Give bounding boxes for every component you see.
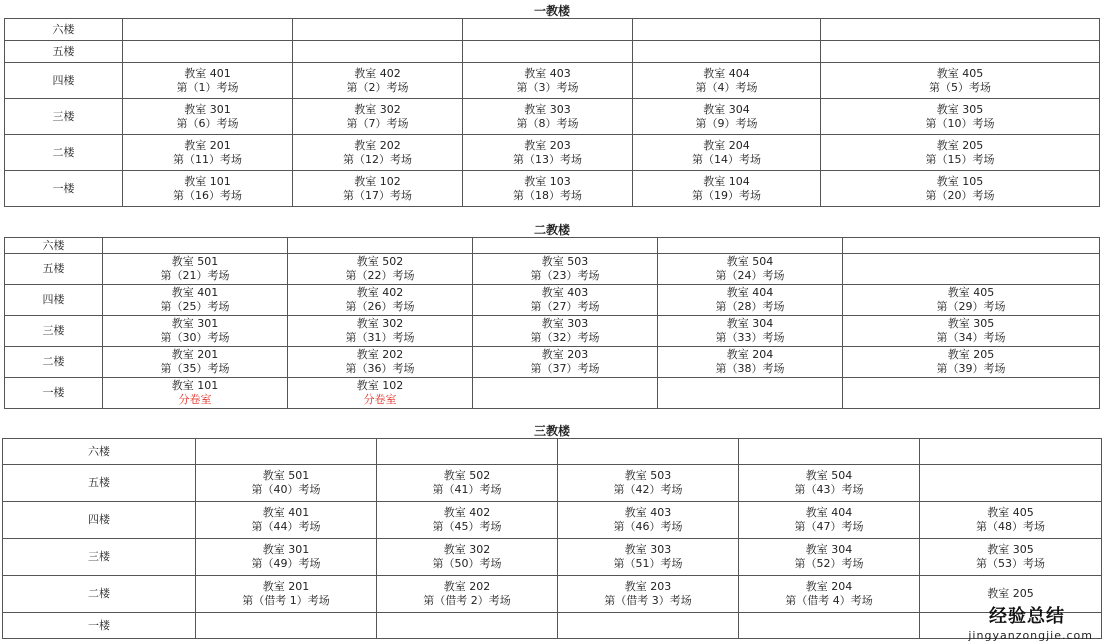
room-number: 教室 204 bbox=[805, 580, 853, 593]
classroom-cell bbox=[739, 613, 920, 639]
classroom-cell bbox=[473, 238, 658, 254]
room-number: 教室 503 bbox=[624, 469, 672, 482]
floor-label: 二楼 bbox=[5, 347, 103, 378]
classroom-cell bbox=[843, 316, 1100, 347]
building-table bbox=[2, 438, 1102, 639]
floor-row bbox=[5, 135, 1100, 171]
exam-room-label: 第（47）考场 bbox=[794, 520, 864, 533]
room-number: 教室 302 bbox=[354, 102, 401, 116]
room-number: 教室 401 bbox=[171, 286, 219, 299]
classroom-cell bbox=[293, 19, 463, 41]
floor-row bbox=[3, 465, 1102, 502]
classroom-cell bbox=[377, 613, 558, 639]
exam-room-label: 第（23）考场 bbox=[530, 269, 600, 282]
floor-row bbox=[5, 347, 1100, 378]
exam-room-label: 第（20）考场 bbox=[925, 188, 995, 202]
classroom-cell bbox=[123, 135, 293, 171]
room-number: 教室 402 bbox=[354, 66, 401, 80]
room-number: 教室 205 bbox=[947, 348, 995, 361]
room-number: 教室 402 bbox=[443, 506, 491, 519]
classroom-cell bbox=[658, 347, 843, 378]
room-number: 教室 101 bbox=[171, 379, 219, 392]
classroom-cell bbox=[633, 19, 821, 41]
floor-label: 一楼 bbox=[5, 171, 123, 207]
exam-room-label: 第（29）考场 bbox=[936, 300, 1006, 313]
exam-room-label: 第（52）考场 bbox=[794, 557, 864, 570]
classroom-cell bbox=[123, 99, 293, 135]
exam-room-label: 第（32）考场 bbox=[530, 331, 600, 344]
exam-room-label: 第（46）考场 bbox=[613, 520, 683, 533]
floor-label: 四楼 bbox=[5, 285, 103, 316]
classroom-cell bbox=[473, 316, 658, 347]
exam-room-label: 第（40）考场 bbox=[251, 483, 321, 496]
classroom-cell bbox=[739, 465, 920, 502]
room-number: 教室 403 bbox=[524, 66, 571, 80]
exam-room-label: 第（50）考场 bbox=[432, 557, 502, 570]
room-number: 教室 203 bbox=[624, 580, 672, 593]
room-number: 教室 102 bbox=[354, 174, 401, 188]
floor-label: 五楼 bbox=[5, 41, 123, 63]
exam-room-label: 第（12）考场 bbox=[343, 152, 412, 166]
floor-label: 三楼 bbox=[3, 539, 196, 576]
floor-row bbox=[5, 316, 1100, 347]
classroom-cell bbox=[843, 285, 1100, 316]
room-number: 教室 301 bbox=[262, 543, 310, 556]
exam-room-label: 第（10）考场 bbox=[925, 116, 995, 130]
classroom-cell bbox=[103, 254, 288, 285]
exam-room-label: 第（借考 2）考场 bbox=[423, 594, 511, 607]
exam-room-label: 第（9）考场 bbox=[695, 116, 758, 130]
classroom-cell bbox=[633, 99, 821, 135]
classroom-cell bbox=[377, 539, 558, 576]
watermark-logo: 经验总结 bbox=[989, 606, 1065, 627]
exam-room-label: 第（7）考场 bbox=[346, 116, 409, 130]
classroom-cell bbox=[843, 378, 1100, 409]
building-title: 三教楼 bbox=[533, 424, 570, 438]
exam-room-label: 第（借考 1）考场 bbox=[242, 594, 330, 607]
classroom-cell bbox=[739, 439, 920, 465]
floor-label: 三楼 bbox=[5, 316, 103, 347]
exam-room-label: 第（3）考场 bbox=[516, 80, 579, 94]
room-number: 教室 404 bbox=[703, 66, 750, 80]
classroom-cell bbox=[377, 465, 558, 502]
classroom-cell bbox=[288, 254, 473, 285]
exam-room-label: 第（53）考场 bbox=[976, 557, 1045, 570]
room-number: 教室 501 bbox=[171, 255, 219, 268]
classroom-cell bbox=[821, 41, 1100, 63]
room-number: 教室 205 bbox=[987, 587, 1034, 600]
room-number: 教室 501 bbox=[262, 469, 310, 482]
exam-room-label: 第（48）考场 bbox=[976, 520, 1045, 533]
classroom-cell bbox=[558, 613, 739, 639]
classroom-cell bbox=[920, 465, 1102, 502]
room-number: 教室 303 bbox=[524, 102, 571, 116]
room-number: 教室 404 bbox=[726, 286, 774, 299]
room-number: 教室 305 bbox=[987, 543, 1034, 556]
floor-label: 一楼 bbox=[3, 613, 196, 639]
floor-label: 五楼 bbox=[3, 465, 196, 502]
classroom-cell bbox=[658, 285, 843, 316]
classroom-cell bbox=[821, 135, 1100, 171]
classroom-cell bbox=[821, 19, 1100, 41]
classroom-cell bbox=[288, 347, 473, 378]
classroom-cell bbox=[293, 135, 463, 171]
room-number: 教室 105 bbox=[936, 174, 984, 188]
paper-distribution-room: 分卷室 bbox=[363, 393, 397, 406]
exam-room-label: 第（27）考场 bbox=[530, 300, 600, 313]
classroom-cell bbox=[103, 285, 288, 316]
classroom-cell bbox=[843, 238, 1100, 254]
classroom-cell bbox=[739, 539, 920, 576]
classroom-cell bbox=[658, 378, 843, 409]
floor-row bbox=[3, 502, 1102, 539]
room-number: 教室 302 bbox=[356, 317, 404, 330]
classroom-cell bbox=[473, 285, 658, 316]
classroom-cell bbox=[377, 502, 558, 539]
classroom-cell bbox=[463, 171, 633, 207]
exam-room-label: 第（8）考场 bbox=[516, 116, 579, 130]
classroom-cell bbox=[739, 576, 920, 613]
classroom-cell bbox=[920, 439, 1102, 465]
classroom-cell bbox=[293, 41, 463, 63]
room-number: 教室 304 bbox=[703, 102, 750, 116]
exam-room-label: 第（30）考场 bbox=[160, 331, 230, 344]
exam-room-label: 第（13）考场 bbox=[513, 152, 582, 166]
classroom-cell bbox=[103, 238, 288, 254]
exam-room-label: 第（借考 4）考场 bbox=[785, 594, 873, 607]
floor-row bbox=[3, 576, 1102, 613]
classroom-cell bbox=[821, 63, 1100, 99]
floor-label: 一楼 bbox=[5, 378, 103, 409]
exam-room-label: 第（28）考场 bbox=[715, 300, 785, 313]
classroom-cell bbox=[288, 316, 473, 347]
classroom-cell bbox=[103, 378, 288, 409]
classroom-cell bbox=[633, 171, 821, 207]
classroom-cell bbox=[103, 316, 288, 347]
classroom-cell bbox=[920, 502, 1102, 539]
classroom-cell bbox=[123, 63, 293, 99]
floor-label: 四楼 bbox=[5, 63, 123, 99]
classroom-cell bbox=[633, 63, 821, 99]
classroom-cell bbox=[658, 254, 843, 285]
classroom-cell bbox=[473, 254, 658, 285]
exam-room-label: 第（4）考场 bbox=[695, 80, 758, 94]
classroom-cell bbox=[558, 502, 739, 539]
exam-room-label: 第（42）考场 bbox=[613, 483, 683, 496]
classroom-cell bbox=[558, 465, 739, 502]
room-number: 教室 202 bbox=[354, 138, 401, 152]
room-number: 教室 404 bbox=[805, 506, 853, 519]
classroom-cell bbox=[633, 135, 821, 171]
floor-row bbox=[3, 439, 1102, 465]
classroom-cell bbox=[920, 576, 1102, 613]
exam-room-label: 第（1）考场 bbox=[176, 80, 239, 94]
classroom-cell bbox=[463, 41, 633, 63]
room-number: 教室 201 bbox=[184, 138, 231, 152]
room-number: 教室 203 bbox=[541, 348, 589, 361]
room-number: 教室 302 bbox=[443, 543, 491, 556]
classroom-cell bbox=[821, 99, 1100, 135]
room-number: 教室 304 bbox=[805, 543, 853, 556]
room-number: 教室 405 bbox=[987, 506, 1034, 519]
classroom-cell bbox=[196, 502, 377, 539]
classroom-cell bbox=[473, 347, 658, 378]
exam-room-label: 第（35）考场 bbox=[160, 362, 230, 375]
classroom-cell bbox=[843, 347, 1100, 378]
room-number: 教室 202 bbox=[443, 580, 491, 593]
exam-room-label: 第（26）考场 bbox=[345, 300, 415, 313]
classroom-cell bbox=[196, 465, 377, 502]
classroom-cell bbox=[123, 41, 293, 63]
room-number: 教室 201 bbox=[262, 580, 310, 593]
room-number: 教室 401 bbox=[184, 66, 231, 80]
classroom-cell bbox=[463, 99, 633, 135]
exam-room-label: 第（18）考场 bbox=[513, 188, 582, 202]
room-number: 教室 204 bbox=[703, 138, 750, 152]
room-number: 教室 103 bbox=[524, 174, 571, 188]
room-number: 教室 102 bbox=[356, 379, 404, 392]
floor-label: 六楼 bbox=[5, 238, 103, 254]
classroom-cell bbox=[293, 171, 463, 207]
room-number: 教室 504 bbox=[726, 255, 774, 268]
room-number: 教室 403 bbox=[541, 286, 589, 299]
exam-room-label: 第（5）考场 bbox=[929, 80, 991, 94]
exam-room-label: 第（34）考场 bbox=[936, 331, 1006, 344]
classroom-cell bbox=[473, 378, 658, 409]
classroom-cell bbox=[463, 19, 633, 41]
classroom-cell bbox=[558, 576, 739, 613]
exam-room-label: 第（36）考场 bbox=[345, 362, 415, 375]
exam-room-label: 第（22）考场 bbox=[345, 269, 415, 282]
room-number: 教室 502 bbox=[443, 469, 491, 482]
exam-room-label: 第（14）考场 bbox=[692, 152, 761, 166]
paper-distribution-room: 分卷室 bbox=[178, 393, 212, 406]
exam-room-label: 第（2）考场 bbox=[346, 80, 409, 94]
floor-label: 二楼 bbox=[3, 576, 196, 613]
exam-room-label: 第（借考 3）考场 bbox=[604, 594, 692, 607]
room-number: 教室 305 bbox=[936, 102, 984, 116]
exam-room-label: 第（43）考场 bbox=[794, 483, 864, 496]
exam-room-label: 第（39）考场 bbox=[936, 362, 1006, 375]
room-number: 教室 303 bbox=[541, 317, 589, 330]
room-number: 教室 201 bbox=[171, 348, 219, 361]
room-number: 教室 401 bbox=[262, 506, 310, 519]
classroom-cell bbox=[920, 613, 1102, 639]
exam-room-label: 第（45）考场 bbox=[432, 520, 502, 533]
room-number: 教室 304 bbox=[726, 317, 774, 330]
exam-room-label: 第（19）考场 bbox=[692, 188, 761, 202]
exam-room-label: 第（17）考场 bbox=[343, 188, 412, 202]
exam-room-label: 第（44）考场 bbox=[251, 520, 321, 533]
room-number: 教室 203 bbox=[524, 138, 571, 152]
classroom-cell bbox=[920, 539, 1102, 576]
classroom-cell bbox=[658, 238, 843, 254]
room-number: 教室 303 bbox=[624, 543, 672, 556]
room-number: 教室 503 bbox=[541, 255, 589, 268]
building-title: 一教楼 bbox=[533, 4, 570, 18]
floor-row bbox=[5, 285, 1100, 316]
exam-room-label: 第（37）考场 bbox=[530, 362, 600, 375]
exam-room-label: 第（38）考场 bbox=[715, 362, 785, 375]
room-number: 教室 403 bbox=[624, 506, 672, 519]
exam-room-label: 第（41）考场 bbox=[432, 483, 502, 496]
floor-label: 二楼 bbox=[5, 135, 123, 171]
exam-room-label: 第（11）考场 bbox=[173, 152, 242, 166]
floor-label: 四楼 bbox=[3, 502, 196, 539]
classroom-cell bbox=[103, 347, 288, 378]
room-number: 教室 101 bbox=[184, 174, 231, 188]
room-number: 教室 305 bbox=[947, 317, 995, 330]
exam-room-label: 第（16）考场 bbox=[173, 188, 242, 202]
classroom-cell bbox=[843, 254, 1100, 285]
watermark-url: jingyanzongjie.com bbox=[968, 629, 1093, 642]
room-number: 教室 301 bbox=[171, 317, 219, 330]
classroom-cell bbox=[288, 285, 473, 316]
floor-row bbox=[5, 171, 1100, 207]
floor-label: 六楼 bbox=[5, 19, 123, 41]
classroom-cell bbox=[739, 502, 920, 539]
floor-row bbox=[5, 19, 1100, 41]
room-number: 教室 205 bbox=[936, 138, 984, 152]
room-number: 教室 301 bbox=[184, 102, 231, 116]
exam-room-label: 第（51）考场 bbox=[613, 557, 683, 570]
classroom-cell bbox=[123, 171, 293, 207]
exam-room-label: 第（31）考场 bbox=[345, 331, 415, 344]
classroom-cell bbox=[196, 539, 377, 576]
room-number: 教室 405 bbox=[947, 286, 995, 299]
classroom-cell bbox=[196, 613, 377, 639]
exam-room-label: 第（24）考场 bbox=[715, 269, 785, 282]
exam-room-label: 第（15）考场 bbox=[925, 152, 995, 166]
classroom-cell bbox=[821, 171, 1100, 207]
floor-label: 六楼 bbox=[3, 439, 196, 465]
floor-label: 五楼 bbox=[5, 254, 103, 285]
room-number: 教室 405 bbox=[936, 66, 984, 80]
floor-row bbox=[5, 254, 1100, 285]
floor-row bbox=[3, 613, 1102, 639]
building-table bbox=[4, 237, 1100, 409]
room-number: 教室 402 bbox=[356, 286, 404, 299]
floor-row bbox=[5, 378, 1100, 409]
room-number: 教室 204 bbox=[726, 348, 774, 361]
classroom-cell bbox=[377, 576, 558, 613]
classroom-cell bbox=[463, 63, 633, 99]
classroom-cell bbox=[196, 576, 377, 613]
classroom-cell bbox=[293, 99, 463, 135]
floor-row bbox=[5, 41, 1100, 63]
floor-label: 三楼 bbox=[5, 99, 123, 135]
room-number: 教室 104 bbox=[703, 174, 750, 188]
classroom-cell bbox=[377, 439, 558, 465]
floor-row bbox=[5, 99, 1100, 135]
classroom-cell bbox=[658, 316, 843, 347]
exam-room-label: 第（21）考场 bbox=[160, 269, 230, 282]
floor-row bbox=[5, 238, 1100, 254]
floor-row bbox=[5, 63, 1100, 99]
building-title: 二教楼 bbox=[533, 223, 570, 237]
exam-room-label: 第（6）考场 bbox=[176, 116, 239, 130]
room-number: 教室 502 bbox=[356, 255, 404, 268]
classroom-cell bbox=[558, 439, 739, 465]
building-table bbox=[4, 18, 1100, 207]
room-number: 教室 202 bbox=[356, 348, 404, 361]
classroom-cell bbox=[633, 41, 821, 63]
exam-room-label: 第（25）考场 bbox=[160, 300, 230, 313]
floor-row bbox=[3, 539, 1102, 576]
classroom-cell bbox=[558, 539, 739, 576]
classroom-cell bbox=[288, 378, 473, 409]
classroom-cell bbox=[288, 238, 473, 254]
classroom-cell bbox=[293, 63, 463, 99]
classroom-cell bbox=[463, 135, 633, 171]
exam-room-label: 第（49）考场 bbox=[251, 557, 321, 570]
classroom-cell bbox=[123, 19, 293, 41]
exam-room-label: 第（33）考场 bbox=[715, 331, 785, 344]
classroom-cell bbox=[196, 439, 377, 465]
room-number: 教室 504 bbox=[805, 469, 853, 482]
